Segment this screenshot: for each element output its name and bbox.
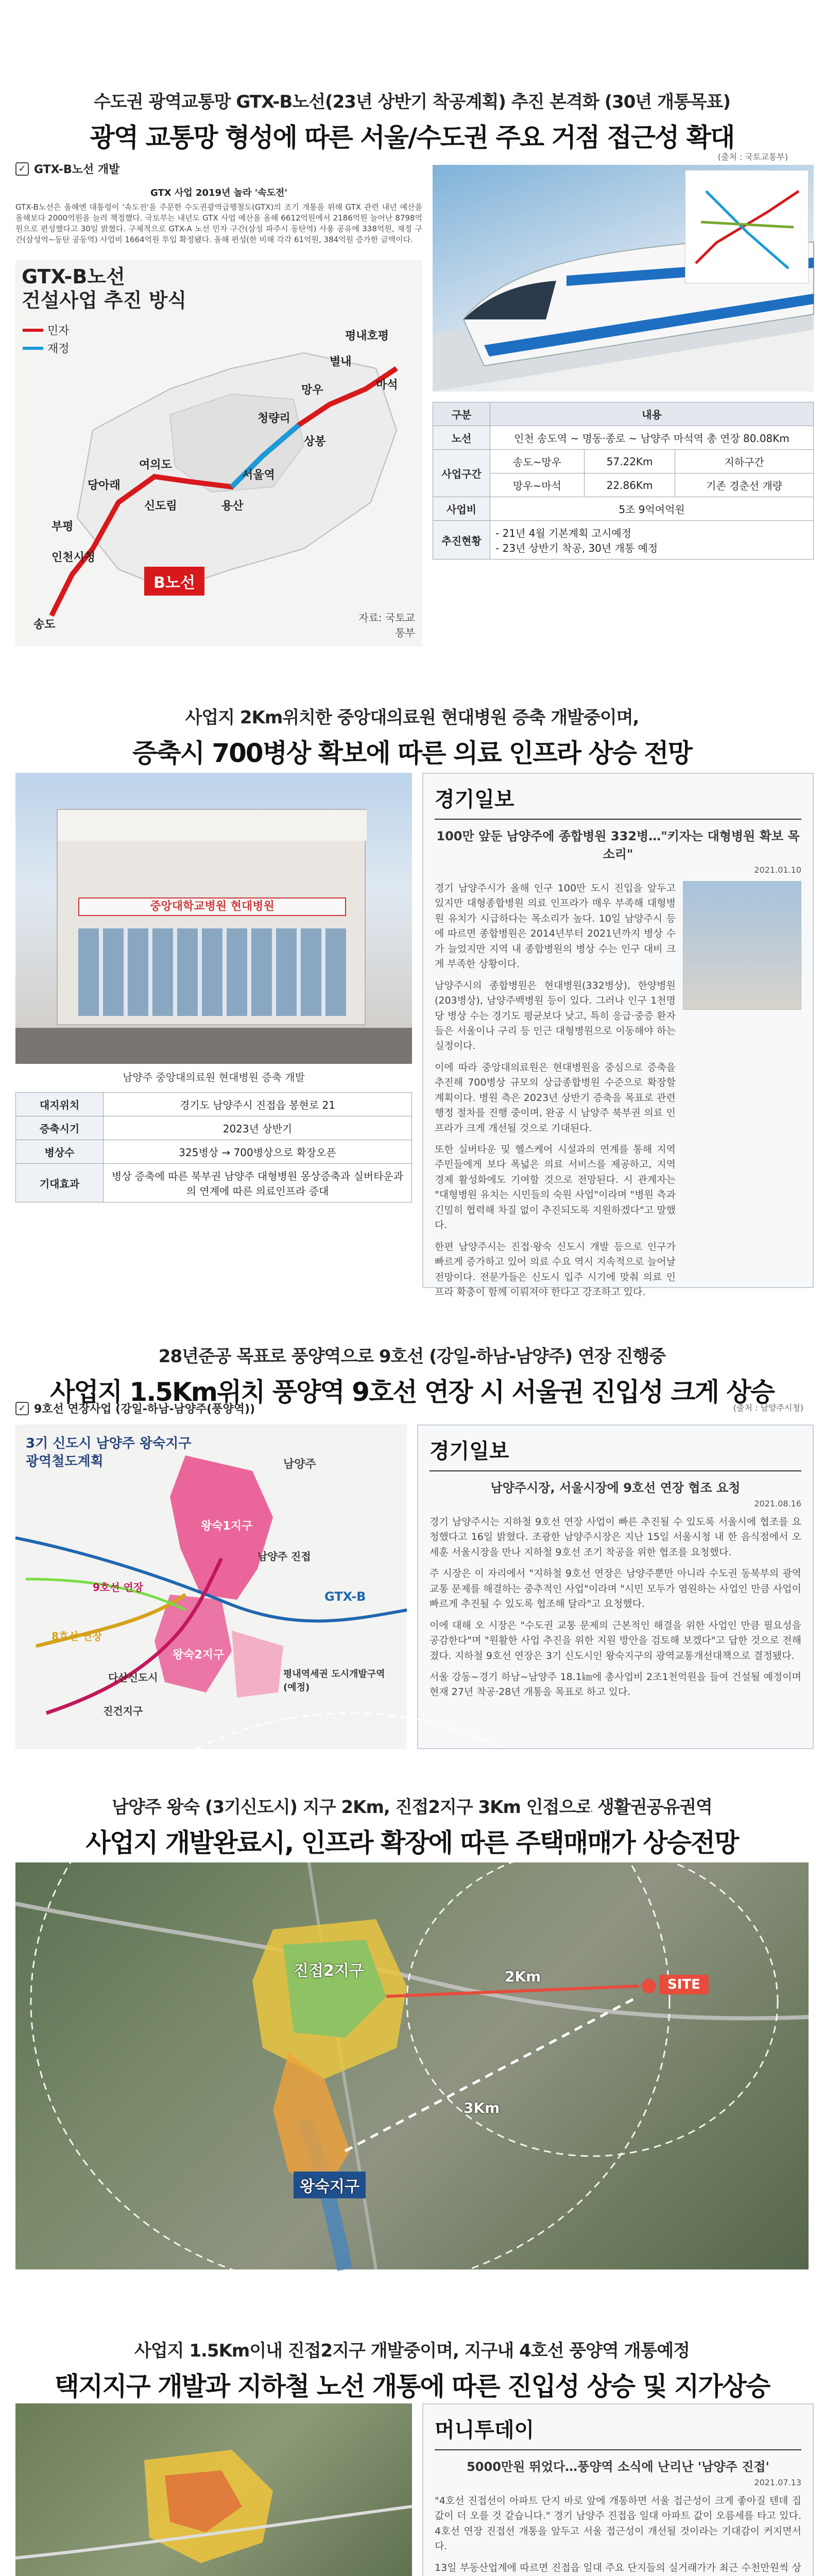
row-value: 22.86Km bbox=[584, 473, 675, 497]
legend-public: 재정 bbox=[47, 343, 70, 355]
summary-title: GTX 사업 2019년 놀라 '속도전' bbox=[150, 188, 287, 198]
map-label: 남양주 bbox=[283, 1458, 316, 1471]
topic-tag-label: 9호선 연장사업 (강일-하남-남양주(풍양역)) bbox=[34, 1403, 255, 1416]
gtx-b-route-map bbox=[15, 260, 422, 647]
section-subtitle: 사업지 1.5Km이내 진접2지구 개발중이며, 지구내 4호선 풍양역 개통예정 bbox=[134, 2341, 690, 2361]
row-label: 대지위치 bbox=[16, 1093, 104, 1116]
topic-tag bbox=[15, 161, 119, 177]
section-jinjeop2 bbox=[0, 2277, 824, 2576]
section-new-town bbox=[0, 1762, 824, 2277]
newspaper-logo: 경기일보 bbox=[430, 1439, 509, 1463]
jinjeop2-plan-overlay bbox=[15, 2403, 412, 2576]
section-heading bbox=[0, 88, 824, 154]
station-label: 서울역 bbox=[242, 469, 275, 482]
news-paragraph: 경기 남양주시는 지하철 9호선 연장 사업이 빠른 추진될 수 있도록 서울시에 협조를 요청했다고 16일 밝혔다. 조광한 남양주시장은 지난 15일 서울시청 내 한 음식점에서 오세훈 서울시장을 만나 지하철 9호선 조기 착공을 위한 협조를 요청했다. bbox=[430, 1516, 801, 1558]
map-label: 왕숙1지구 bbox=[201, 1520, 253, 1533]
row-value: 송도~망우 bbox=[490, 450, 585, 473]
section-subtitle: 남양주 왕숙 (3기신도시) 지구 2Km, 진접2지구 3Km 인접으로 생활권공유권역 bbox=[112, 1797, 712, 1818]
row-label: 병상수 bbox=[16, 1140, 104, 1164]
map-title-line1: GTX-B노선 bbox=[22, 265, 125, 288]
gtx-b-info-table bbox=[433, 402, 814, 560]
row-value: 기존 경춘선 개량 bbox=[675, 473, 814, 497]
section-subtitle: 사업지 2Km위치한 중앙대의료원 현대병원 증축 개발중이며, bbox=[185, 707, 639, 728]
station-label: 상봉 bbox=[304, 435, 326, 448]
row-value: 57.22Km bbox=[584, 450, 675, 473]
section-title: 광역 교통망 형성에 따른 서울/수도권 주요 거점 접근성 확대 bbox=[90, 123, 734, 152]
route-map-graphic bbox=[15, 260, 422, 647]
table-header: 내용 bbox=[490, 402, 814, 426]
legend-private-swatch bbox=[23, 329, 43, 332]
table-header: 구분 bbox=[433, 402, 490, 426]
station-label: 청량리 bbox=[258, 412, 290, 425]
map-source: 자료: 국토교통부 bbox=[358, 612, 415, 639]
station-label: 부평 bbox=[52, 520, 74, 533]
news-headline: 100만 앞둔 남양주에 종합병원 332병…"키자는 대형병원 확보 목소리" bbox=[435, 819, 801, 862]
legend-private: 민자 bbox=[47, 325, 70, 337]
row-value: 망우~마석 bbox=[490, 473, 585, 497]
map-heading-line2: 광역철도계획 bbox=[26, 1454, 104, 1470]
jinjeop2-label: 진접2지구 bbox=[294, 1962, 364, 1980]
map-legend bbox=[23, 322, 70, 356]
source-note: (출처 : 남양주시청) bbox=[733, 1403, 803, 1413]
news-paragraph: 이에 대해 오 시장은 "수도권 교통 문제의 근본적인 해결을 위한 사업인 만큼 필요성을 공감한다"며 "원활한 사업 추진을 위한 지원 방안을 검토해 보겠다"고 답한 것으로 전해졌다. 지하철 9호선 연장은 3기 신도시인 왕숙지구의 광역교통개선대책으로 결정됐다. bbox=[430, 1619, 801, 1662]
section-line9 bbox=[0, 1324, 824, 1762]
jinjeop2-aerial-photo bbox=[15, 2403, 412, 2576]
station-label: 평내호평 bbox=[345, 330, 389, 343]
row-label: 기대효과 bbox=[16, 1164, 104, 1202]
hospital-table bbox=[15, 1092, 412, 1202]
row-label: 노선 bbox=[433, 426, 490, 450]
row-value: 5조 9억여억원 bbox=[490, 497, 814, 521]
news-paragraph: 경기 남양주시가 올해 인구 100만 도시 진입을 앞두고 있지만 대형종합병원 의료 인프라가 매우 부족해 대형병원 유치가 시급하다는 목소리가 높다. 10일 남양주시 등에 따르면 종합병원은 2014년부터 2021년까지 병상 수가 늘었지만 지역 내 종합병원의 병상 수는 인구 대비 크게 부족한 상황이다. bbox=[435, 883, 676, 970]
map-label: 왕숙2지구 bbox=[173, 1649, 225, 1662]
news-paragraph: 13일 부동산업계에 따르면 진접읍 일대 주요 단지들의 실거래가가 최근 수천만원씩 상 bbox=[435, 2562, 801, 2573]
summary-body: GTX-B노선은 올해엔 대통령이 '속도전'을 주문한 수도권광역급행철도(GTX)의 조기 개통을 위해 GTX 관련 내년 예산을 올해보다 2000억원을 늘려 책정했다. 국토부는 내년도 GTX 사업 예산을 올해 6612억원에서 2186억원 늘어난 8798억원으로 편성했다고 30일 밝혔다. 구체적으로 GTX-A 노선 민자 구간(삼성 파주시 동탄역) 사용 공유에 338억원, 재정 구간(삼성역~동탄 공동역) 사업비 1664억원 투입 확정됐다. 올해 편성(한 비해 각각 61억원, 384억원 증가한 금액이다. bbox=[15, 202, 422, 244]
news-photo bbox=[683, 881, 801, 1010]
news-clipping bbox=[422, 773, 814, 1298]
photo-caption: 남양주 중앙대의료원 현대병원 증축 개발 bbox=[123, 1071, 305, 1083]
station-label: 망우 bbox=[301, 384, 323, 397]
news-paragraph: 서울 강동~경기 하남~남양주 18.1㎞에 총사업비 2조1천억원을 들여 건설될 예정이며 현재 27년 착공·28년 개통을 목표로 하고 있다. bbox=[430, 1671, 801, 1698]
news-paragraph: 남양주시의 종합병원은 현대병원(332병상), 한양병원(203병상), 남양주백병원 등이 있다. 그러나 인구 1천명당 병상 수는 경기도 평균보다 낮고, 특히 응급·중증 환자들은 서울이나 구리 등 인근 대형병원으로 이동해야 하는 실정이다. bbox=[435, 979, 676, 1052]
row-value: 325병상 → 700병상으로 확장오픈 bbox=[104, 1140, 412, 1164]
section-heading bbox=[0, 1793, 824, 1859]
line9-map-graphic bbox=[15, 1425, 407, 1749]
distance-2km-label: 2Km bbox=[505, 1968, 541, 1985]
newspaper-logo: 머니투데이 bbox=[435, 2418, 535, 2442]
row-label: 추진현황 bbox=[433, 521, 490, 560]
news-date: 2021.01.10 bbox=[754, 865, 801, 875]
checkbox-icon: ✓ bbox=[15, 162, 29, 176]
map-heading bbox=[26, 1435, 192, 1471]
news-headline: 5000만원 뛰었다…풍양역 소식에 난리난 '남양주 진접' bbox=[435, 2449, 801, 2475]
hospital-photo bbox=[15, 773, 412, 1064]
map-title-line2: 건설사업 추진 방식 bbox=[22, 289, 187, 312]
news-date: 2021.08.16 bbox=[754, 1499, 801, 1509]
news-clipping bbox=[422, 2403, 814, 2576]
source-note: (출처 : 국토교통부) bbox=[717, 152, 788, 162]
row-label: 사업비 bbox=[433, 497, 490, 521]
map-title bbox=[22, 265, 186, 312]
map-label: 8호선 연장 bbox=[52, 1630, 102, 1642]
line-badge: B노선 bbox=[144, 567, 204, 596]
aerial-overlay bbox=[15, 1862, 809, 2269]
row-value: 병상 증축에 따른 북부권 남양주 대형병원 몽상증축과 실버타운과의 연계에 따른 의료인프라 증대 bbox=[104, 1164, 412, 1202]
line9-extension-map bbox=[15, 1425, 407, 1749]
section-subtitle: 28년준공 목표로 풍양역으로 9호선 (강일-하남-남양주) 연장 진행중 bbox=[158, 1346, 666, 1367]
row-value: 인천 송도역 ~ 명동·종로 ~ 남양주 마석역 총 연장 80.08Km bbox=[490, 426, 814, 450]
map-label: 다산신도시 bbox=[108, 1671, 158, 1684]
gtx-news-summary bbox=[15, 185, 422, 252]
map-label: 진건지구 bbox=[103, 1705, 143, 1717]
station-label: 마석 bbox=[376, 379, 398, 392]
row-value: 지하구간 bbox=[675, 450, 814, 473]
distance-3km-label: 3Km bbox=[464, 2099, 500, 2116]
news-clipping bbox=[417, 1425, 814, 1749]
section-title: 택지지구 개발과 지하철 노선 개통에 따른 진입성 상승 및 지가상승 bbox=[54, 2371, 770, 2401]
gtx-train-photo bbox=[433, 165, 814, 392]
news-paragraph: 한편 남양주시는 진접·왕숙 신도시 개발 등으로 인구가 빠르게 증가하고 있어 의료 수요 역시 지속적으로 늘어날 전망이다. 전문가들은 신도시 입주 시기에 맞춰 의료 인프라 확충이 함께 이뤄져야 한다고 강조하고 있다. bbox=[435, 1241, 676, 1298]
row-label: 사업구간 bbox=[433, 450, 490, 497]
row-value: 경기도 남양주시 진접읍 봉현로 21 bbox=[104, 1093, 412, 1116]
hospital-building bbox=[57, 809, 366, 1025]
news-paragraph: 또한 실버타운 및 헬스케어 시설과의 연계를 통해 지역 주민들에게 보다 폭넓은 의료 서비스를 제공하고, 지역 경제 활성화에도 기여할 것으로 전망된다. 시 관계자는 "대형병원 유치는 시민들의 숙원 사업"이라며 "병원 측과 긴밀히 협력해 차질 없이 추진되도록 지원하겠다"고 말했다. bbox=[435, 1144, 676, 1231]
station-label: 당아래 bbox=[88, 479, 121, 492]
news-headline: 남양주시장, 서울시장에 9호선 연장 협조 요청 bbox=[430, 1470, 801, 1496]
map-label: 평내역세권 도시개발구역(예정) bbox=[283, 1669, 385, 1693]
row-value: 2023년 상반기 bbox=[104, 1116, 412, 1140]
section-heading bbox=[0, 1342, 824, 1409]
section-heading bbox=[0, 2336, 824, 2403]
topic-tag-label: GTX-B노선 개발 bbox=[34, 163, 120, 176]
map-label: 9호선 연장 bbox=[93, 1581, 144, 1594]
site-marker: SITE bbox=[659, 1975, 709, 1994]
aerial-location-map bbox=[15, 1862, 809, 2269]
inset-route-map bbox=[685, 170, 809, 283]
hospital-sign: 중앙대학교병원 현대병원 bbox=[78, 897, 346, 916]
station-label: 용산 bbox=[221, 500, 244, 513]
section-title: 사업지 개발완료시, 인프라 확장에 따른 주택매매가 상승전망 bbox=[85, 1828, 739, 1858]
section-heading bbox=[0, 703, 824, 770]
news-date: 2021.07.13 bbox=[754, 2478, 801, 2487]
section-subtitle: 수도권 광역교통망 GTX-B노선(23년 상반기 착공계획) 추진 본격화 (30년 개통목표) bbox=[93, 92, 731, 112]
checkbox-icon: ✓ bbox=[15, 1402, 29, 1415]
row-value: - 21년 4월 기본계획 고시예정 - 23년 상반기 착공, 30년 개통 예정 bbox=[490, 521, 814, 560]
station-label: 인천시청 bbox=[52, 551, 96, 564]
section-title: 사업지 1.5Km위치 풍양역 9호선 연장 시 서울권 진입성 크게 상승 bbox=[50, 1377, 774, 1407]
station-label: 여의도 bbox=[139, 459, 172, 471]
topic-tag bbox=[15, 1400, 255, 1416]
news-paragraph: 주 시장은 이 자리에서 "지하철 9호선 연장은 남양주뿐만 아니라 수도권 동북부의 광역 교통 문제를 해결하는 중추적인 사업"이라며 "시민 모두가 염원하는 사업인 만큼 사업이 빠르게 추진될 수 있도록 협조해 달라"고 요청했다. bbox=[430, 1568, 801, 1610]
legend-public-swatch bbox=[23, 347, 43, 350]
station-label: 송도 bbox=[33, 618, 56, 631]
section-gtx-b bbox=[0, 0, 824, 659]
station-label: 별내 bbox=[330, 355, 352, 368]
map-label: 남양주 진접 bbox=[258, 1550, 311, 1563]
map-heading-line1: 3기 신도시 남양주 왕숙지구 bbox=[26, 1436, 192, 1451]
map-label: GTX-B bbox=[324, 1589, 366, 1604]
station-label: 신도림 bbox=[144, 500, 177, 513]
news-paragraph: 이에 따라 중앙대의료원은 현대병원을 중심으로 증축을 추진해 700병상 규모의 상급종합병원 수준으로 확장할 계획이다. 병원 측은 2023년 상반기 증축을 목표로 관련 행정 절차를 진행 중이며, 완공 시 남양주 북부권 의료 인프라가 크게 개선될 것으로 기대된다. bbox=[435, 1061, 676, 1134]
row-label: 증축시기 bbox=[16, 1116, 104, 1140]
wangsuk-label: 왕숙지구 bbox=[294, 2172, 366, 2198]
section-hospital bbox=[0, 659, 824, 1324]
newspaper-logo: 경기일보 bbox=[435, 787, 514, 811]
section-title: 증축시 700병상 확보에 따른 의료 인프라 상승 전망 bbox=[132, 738, 692, 768]
news-paragraph: "4호선 진접선이 아파트 단지 바로 앞에 개통하면 서울 접근성이 크게 좋아질 텐데 집값이 더 오를 것 같습니다." 경기 남양주 진접읍 일대 아파트 값이 오름세를 타고 있다. 4호선 연장 진접선 개통을 앞두고 서울 접근성이 개선될 것이라는 기대감이 커지면서다. bbox=[435, 2495, 801, 2552]
